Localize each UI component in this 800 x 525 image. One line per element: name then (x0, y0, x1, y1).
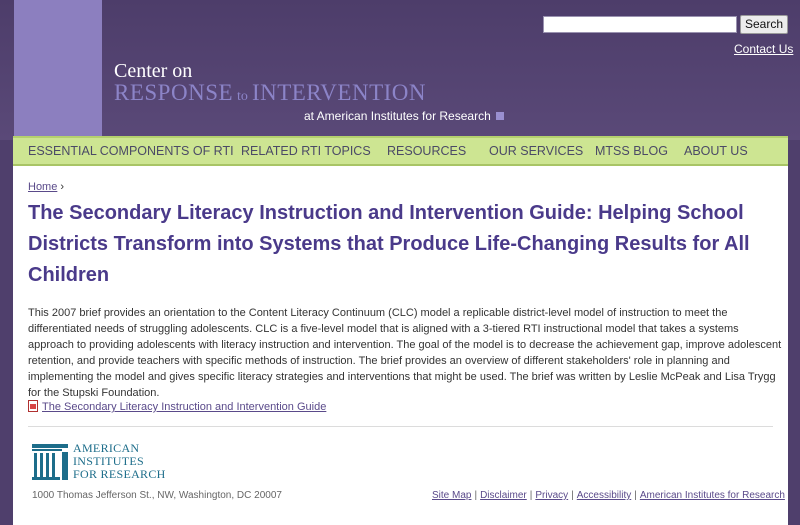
air-logo-line: INSTITUTES (73, 454, 144, 468)
footer-separator: | (571, 490, 574, 501)
nav-item-mtss-blog[interactable]: MTSS BLOG (595, 144, 668, 158)
breadcrumb-home-link[interactable]: Home (28, 181, 58, 193)
air-columns-icon (31, 443, 69, 481)
footer-separator: | (634, 490, 637, 501)
contact-us-link[interactable]: Contact Us (734, 42, 794, 56)
logo-air-tagline (304, 109, 504, 123)
breadcrumb-separator: › (60, 181, 65, 193)
footer-link-disclaimer[interactable]: Disclaimer (480, 490, 527, 501)
site-header (0, 0, 800, 140)
nav-item-essential-components[interactable]: ESSENTIAL COMPONENTS OF RTI (28, 144, 234, 158)
nav-item-our-services[interactable]: OUR SERVICES (489, 144, 584, 158)
footer-separator: | (529, 490, 533, 501)
breadcrumb (28, 181, 64, 193)
footer-link-air[interactable]: American Institutes for Research (639, 490, 785, 501)
air-logo-line: FOR RESEARCH (73, 467, 166, 481)
search-input[interactable] (543, 16, 737, 33)
pdf-icon (28, 400, 38, 412)
logo-center-on: Center on (114, 60, 193, 82)
square-icon (496, 112, 504, 120)
nav-item-resources[interactable]: RESOURCES (387, 144, 467, 158)
main-content (13, 166, 788, 525)
page-description: This 2007 brief provides an orientation to the Content Literacy Continuum (CLC) model a replicable district-level model of instruction to meet the differentiated needs of struggling adolescents. CLC is a five-level model that is aligned with a 3-tiered RTI instructional model that takes a systems approach to providing adolescents with literacy instruction and intervention. The goal of the model is to decrease the achievement gap, improve adolescent retention, and provide teachers with specific methods of instruction. The brief provides an overview of different stakeholders' role in planning and implementing the model and gives specific literacy strategies and interventions that might be used. The brief was written by Leslie McPeak and Lisa Trygg for the Stupski Foundation. (28, 307, 782, 399)
search-button[interactable]: Search (740, 15, 788, 34)
footer-address: 1000 Thomas Jefferson St., NW, Washington, DC 20007 (32, 490, 282, 501)
page-title: The Secondary Literacy Instruction and Intervention Guide: Helping School Districts Transform into Systems that Produce Life-Changing Results for All Children (28, 202, 750, 286)
footer-link-privacy[interactable]: Privacy (535, 490, 569, 501)
logo-intervention: INTERVENTION (251, 80, 427, 105)
logo-response: RESPONSE (114, 80, 234, 105)
footer-separator: | (474, 490, 478, 501)
logo-to: to (237, 89, 248, 104)
logo-rti-title (114, 80, 426, 106)
air-logo[interactable] (31, 440, 191, 484)
footer-link-site-map[interactable]: Site Map (432, 490, 472, 501)
document-download-link[interactable]: The Secondary Literacy Instruction and Intervention Guide (42, 401, 327, 413)
air-logo-text (73, 442, 166, 481)
header-accent-bar (14, 0, 102, 136)
document-link-row (28, 400, 326, 413)
nav-item-related-topics[interactable]: RELATED RTI TOPICS (241, 144, 371, 158)
logo-tagline-text: at American Institutes for Research (304, 109, 491, 123)
air-logo-line: AMERICAN (73, 441, 140, 455)
footer-links (432, 490, 785, 501)
footer-link-accessibility[interactable]: Accessibility (576, 490, 632, 501)
footer-divider (28, 426, 773, 427)
main-nav (13, 136, 788, 166)
nav-item-about-us[interactable]: ABOUT US (684, 144, 748, 158)
